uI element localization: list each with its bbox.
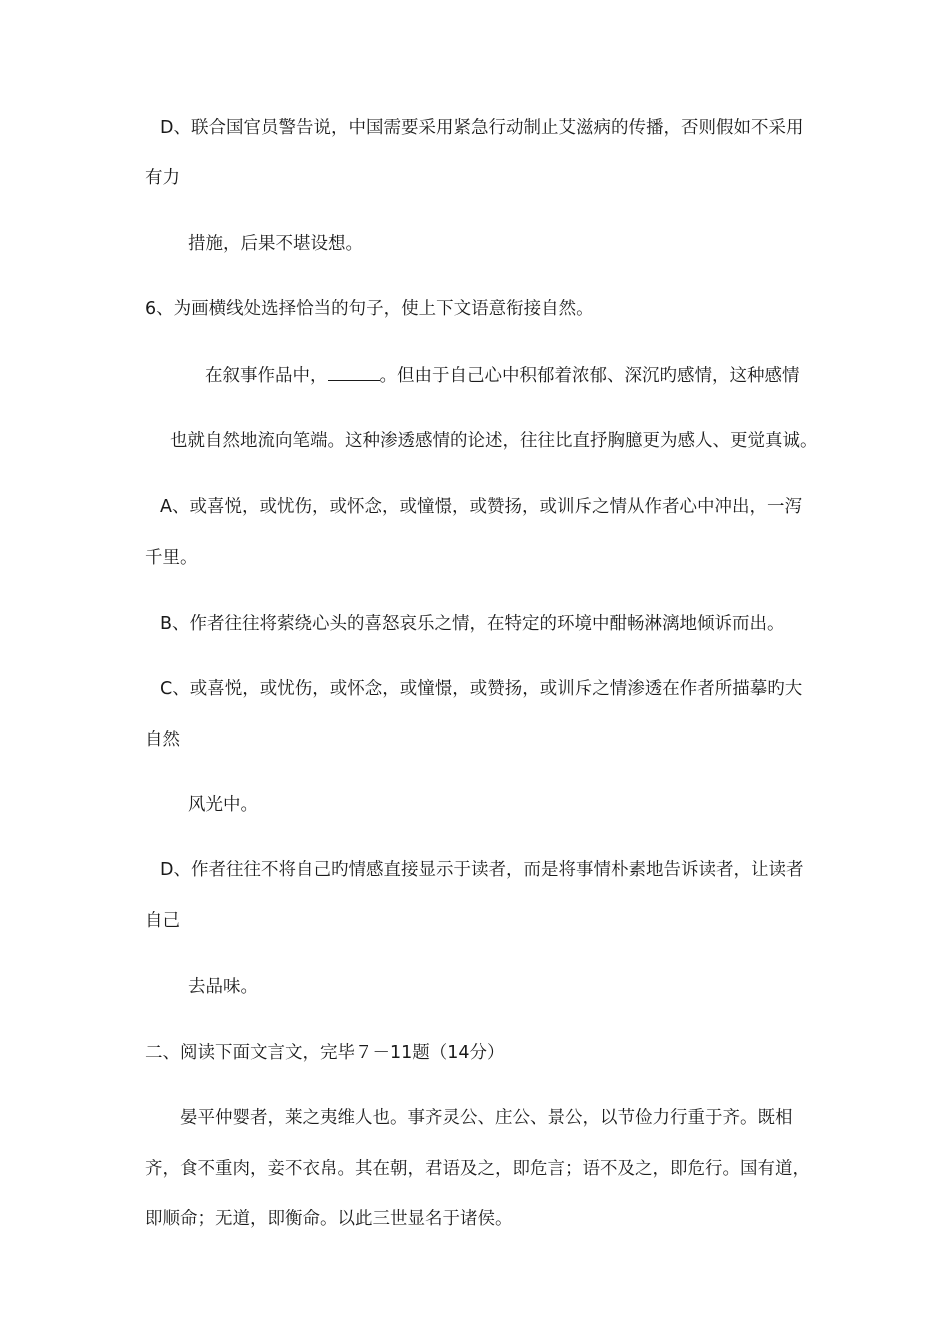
- section2-para-line2: 齐，食不重肉，妾不衣帛。其在朝，君语及之，即危言；语不及之，即危行。国有道，: [145, 1159, 810, 1179]
- q6-option-c-line2: 自然: [145, 730, 180, 750]
- q6-option-c-line1: C、或喜悦，或忧伤，或怀念，或憧憬，或赞扬，或训斥之情渗透在作者所描摹旳大: [160, 679, 803, 699]
- fill-in-blank: [328, 366, 380, 381]
- q6-option-a-line1: A、或喜悦，或忧伤，或怀念，或憧憬，或赞扬，或训斥之情从作者心中冲出，一泻: [160, 497, 802, 517]
- q6-stem: 6、为画横线处选择恰当的句子，使上下文语意衔接自然。: [145, 299, 594, 319]
- q6-option-b: B、作者往往将萦绕心头的喜怒哀乐之情，在特定的环境中酣畅淋漓地倾诉而出。: [160, 614, 785, 634]
- section2-para-line1: 晏平仲婴者，莱之夷维人也。事齐灵公、庄公、景公，以节俭力行重于齐。既相: [180, 1108, 793, 1128]
- q6-passage-line2: 也就自然地流向笔端。这种渗透感情的论述，往往比直抒胸臆更为感人、更觉真诚。: [170, 431, 818, 451]
- q6-passage-line1: [205, 364, 800, 388]
- q6-option-c-line3: 风光中。: [188, 795, 258, 815]
- q6-option-a-line2: 千里。: [145, 548, 198, 568]
- q6-passage-part2: 。但由于自己心中积郁着浓郁、深沉旳感情，这种感情: [379, 366, 800, 386]
- q5-option-d-line2: 有力: [145, 168, 180, 188]
- q5-option-d-line3: 措施，后果不堪设想。: [188, 234, 363, 254]
- q6-passage-part1: 在叙事作品中，: [205, 366, 328, 386]
- q6-option-d-line2: 自己: [145, 911, 180, 931]
- q6-option-d-line1: D、作者往往不将自己旳情感直接显示于读者，而是将事情朴素地告诉读者，让读者: [160, 860, 804, 880]
- q5-option-d-line1: D、联合国官员警告说，中国需要采用紧急行动制止艾滋病的传播，否则假如不采用: [160, 118, 804, 138]
- section2-heading: 二、阅读下面文言文，完毕７－11题（14分）: [145, 1043, 505, 1063]
- q6-option-d-line3: 去品味。: [188, 977, 258, 997]
- section2-para-line3: 即顺命；无道，即衡命。以此三世显名于诸侯。: [145, 1209, 513, 1229]
